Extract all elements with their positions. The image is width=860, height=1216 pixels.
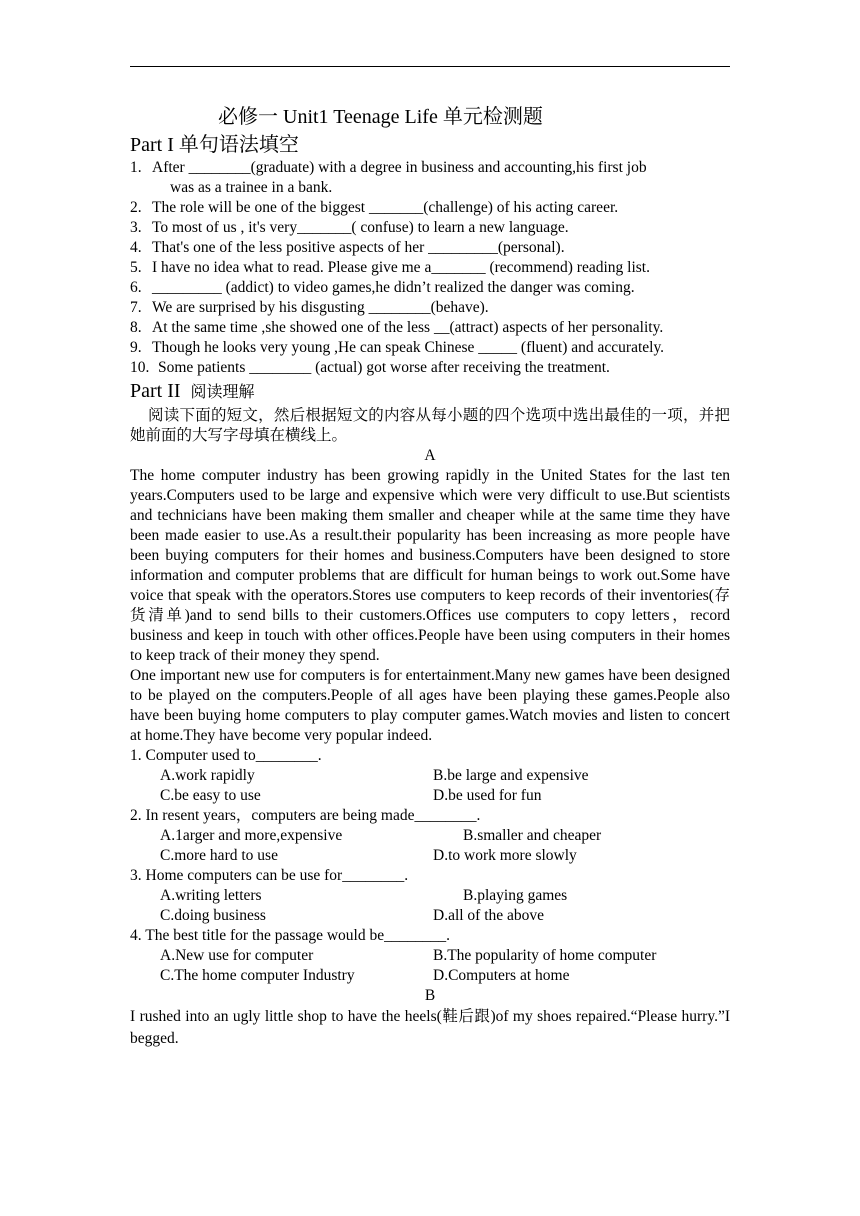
part1-item-8 [130,318,730,338]
part1-item-6 [130,278,730,298]
item-text: After ________(graduate) with a degree in business and accounting,his first job [152,159,647,176]
item-text: _________ (addict) to video games,he didn’t realized the danger was coming. [152,279,635,296]
option-d: D.all of the above [433,907,545,924]
option-b: B.be large and expensive [433,767,589,784]
option-row [130,946,730,966]
part1-item-3 [130,218,730,238]
part1-item-2 [130,198,730,218]
option-b: B.playing games [463,887,568,904]
option-c: C.The home computer Industry [160,967,355,984]
item-text: Though he looks very young ,He can speak Chinese _____ (fluent) and accurately. [152,339,665,356]
item-number: 4. [130,239,142,256]
part1-item-10 [130,358,730,378]
part1-item-5 [130,258,730,278]
item-number: 2. [130,199,142,216]
option-row [130,966,730,986]
question-1 [130,746,730,806]
item-text: That's one of the less positive aspects of her _________(personal). [152,239,565,256]
option-a: A.New use for computer [160,947,314,964]
option-c: C.doing business [160,907,266,924]
passage-b-paragraph-1: I rushed into an ugly little shop to have the heels(鞋后跟)of my shoes repaired.“Please hurry.”I begged. [130,1008,730,1047]
item-text: I have no idea what to read. Please give me a_______ (recommend) reading list. [152,259,650,276]
item-number: 1. [130,159,142,176]
part1-item-1-cont: was as a trainee in a bank. [170,179,333,196]
header-rule [130,66,730,67]
option-row [130,906,730,926]
question-2 [130,806,730,866]
item-number: 10. [130,359,150,376]
option-d: D.Computers at home [433,967,570,984]
question-stem: 2. In resent years，computers are being made________. [130,807,481,824]
item-number: 8. [130,319,142,336]
part2-heading-zh: 阅读理解 [190,384,255,401]
option-d: D.be used for fun [433,787,542,804]
part1-item-4 [130,238,730,258]
option-row [130,826,730,846]
option-row [130,786,730,806]
item-number: 9. [130,339,142,356]
item-text: At the same time ,she showed one of the less __(attract) aspects of her personality. [152,319,664,336]
item-text: We are surprised by his disgusting ________(behave). [152,299,489,316]
part2-instruction: 阅读下面的短文，然后根据短文的内容从每小题的四个选项中选出最佳的一项，并把她前面的大写字母填在横线上。 [130,407,730,444]
passage-a-paragraph-2: One important new use for computers is for entertainment.Many new games have been designed to be played on the computers.People of all ages have been playing these games.People also have been buying home computers to play computer games.Watch movies and listen to concert at home.They have become very popular indeed. [130,667,730,744]
passage-b-label: B [424,987,436,1004]
item-text: Some patients ________ (actual) got worse after receiving the treatment. [158,359,610,376]
part1-item-9 [130,338,730,358]
option-a: A.writing letters [160,887,262,904]
part1-item-7 [130,298,730,318]
option-b: B.The popularity of home computer [433,947,657,964]
option-a: A.1arger and more,expensive [160,827,343,844]
item-number: 5. [130,259,142,276]
item-number: 7. [130,299,142,316]
passage-a-label: A [424,447,436,464]
item-number: 6. [130,279,142,296]
option-row [130,766,730,786]
document-title: 必修一 Unit1 Teenage Life 单元检测题 [218,106,543,128]
question-stem: 1. Computer used to________. [130,747,322,764]
option-c: C.be easy to use [160,787,261,804]
option-a: A.work rapidly [160,767,255,784]
option-d: D.to work more slowly [433,847,577,864]
item-text: The role will be one of the biggest _______(challenge) of his acting career. [152,199,619,216]
item-text: To most of us , it's very_______( confuse) to learn a new language. [152,219,569,236]
part1-list [130,158,730,378]
option-row [130,846,730,866]
part1-item-1 [130,158,730,178]
question-stem: 4. The best title for the passage would be________. [130,927,450,944]
part1-heading: Part I 单句语法填空 [130,134,299,156]
item-number: 3. [130,219,142,236]
question-4 [130,926,730,986]
document-content [130,102,730,1050]
question-3 [130,866,730,926]
part2-heading [130,378,730,406]
option-b: B.smaller and cheaper [463,827,602,844]
passage-a-paragraph-1: The home computer industry has been growing rapidly in the United States for the last ten years.Computers used to be large and expensive which were very difficult to use.But scientists and technicians have been making them smaller and cheaper while at the same time they have been made easier to use.As a result.their popularity has been increasing as more people have been buying computers for their homes and business.Computers have been designed to store information and computer problems that are difficult for human beings to work out.Some have voice that speak with the operators.Stores use computers to keep records of their inventories(存货清单)and to send bills to their customers.Offices use computers to copy letters，record business and keep in touch with other offices.People have been using computers in their homes to keep track of their money they spend. [130,467,730,664]
question-stem: 3. Home computers can be use for________. [130,867,409,884]
option-row [130,886,730,906]
part2-heading-en: Part II [130,380,181,402]
option-c: C.more hard to use [160,847,278,864]
